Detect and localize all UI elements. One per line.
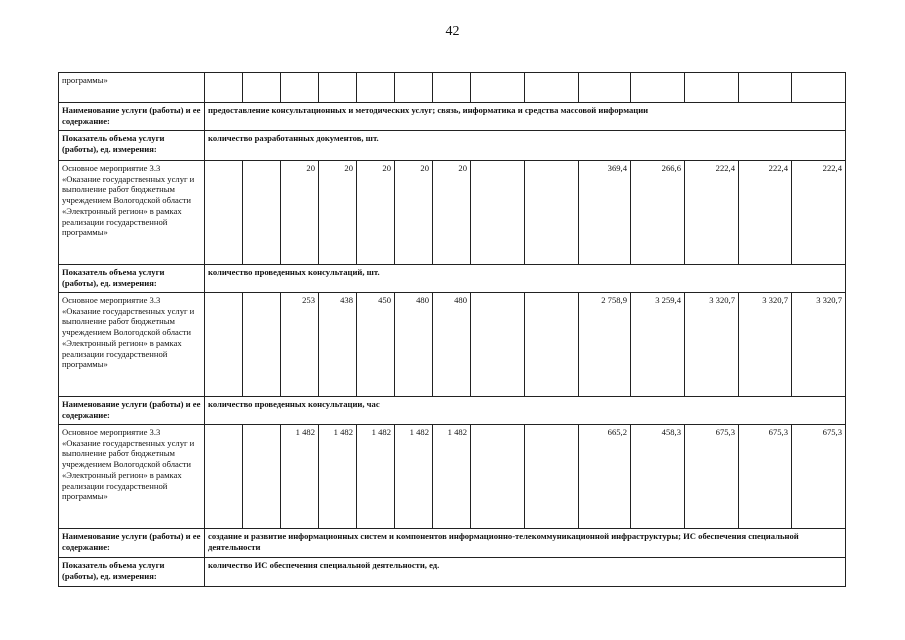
finance-value: 665,2 xyxy=(579,425,631,529)
service-name-row xyxy=(59,103,846,131)
finance-value: 222,4 xyxy=(739,161,792,265)
volume-value: 480 xyxy=(433,293,471,397)
continuation-row xyxy=(59,73,846,103)
volume-value: 1 482 xyxy=(433,425,471,529)
volume-value: 20 xyxy=(281,161,319,265)
service-name-text: создание и развитие информационных систем и компонентов информационно-телекоммуникационной инфраструктуры; ИС обеспечения специальной деятельности xyxy=(205,529,846,558)
finance-value: 2 758,9 xyxy=(579,293,631,397)
indicator-row xyxy=(59,558,846,587)
page-number: 42 xyxy=(445,24,460,39)
indicator-label: Показатель объема услуги (работы), ед. измерения: xyxy=(59,265,205,293)
finance-value: 458,3 xyxy=(631,425,685,529)
finance-value: 266,6 xyxy=(631,161,685,265)
service-name-label: Наименование услуги (работы) и ее содержание: xyxy=(59,529,205,558)
service-name-text: количество проведенных консультации, час xyxy=(205,397,846,425)
service-name-text: предоставление консультационных и методических услуг; связь, информатика и средства массовой информации xyxy=(205,103,846,131)
finance-value: 369,4 xyxy=(579,161,631,265)
volume-value: 20 xyxy=(433,161,471,265)
service-name-row xyxy=(59,529,846,558)
measure-name: Основное мероприятие 3.3 «Оказание государственных услуг и выполнение работ бюджетным учреждением Вологодской области «Электронный регион» в рамках реализации государственной программы» xyxy=(59,293,205,397)
volume-value: 1 482 xyxy=(395,425,433,529)
measure-name: Основное мероприятие 3.3 «Оказание государственных услуг и выполнение работ бюджетным учреждением Вологодской области «Электронный регион» в рамках реализации государственной программы» xyxy=(59,425,205,529)
data-row xyxy=(59,425,846,529)
finance-value: 3 320,7 xyxy=(685,293,739,397)
volume-value: 253 xyxy=(281,293,319,397)
continuation-text: программы» xyxy=(59,73,205,103)
finance-value: 222,4 xyxy=(685,161,739,265)
finance-value: 675,3 xyxy=(792,425,846,529)
service-name-label: Наименование услуги (работы) и ее содержание: xyxy=(59,397,205,425)
indicator-row xyxy=(59,265,846,293)
indicator-text: количество разработанных документов, шт. xyxy=(205,131,846,161)
service-name-row xyxy=(59,397,846,425)
finance-value: 222,4 xyxy=(792,161,846,265)
volume-value: 20 xyxy=(357,161,395,265)
indicator-label: Показатель объема услуги (работы), ед. измерения: xyxy=(59,558,205,587)
volume-value: 20 xyxy=(395,161,433,265)
finance-value: 3 320,7 xyxy=(792,293,846,397)
indicator-row xyxy=(59,131,846,161)
finance-value: 675,3 xyxy=(685,425,739,529)
volume-value: 1 482 xyxy=(281,425,319,529)
data-row xyxy=(59,293,846,397)
indicator-label: Показатель объема услуги (работы), ед. измерения: xyxy=(59,131,205,161)
indicator-text: количество ИС обеспечения специальной деятельности, ед. xyxy=(205,558,846,587)
volume-value: 20 xyxy=(319,161,357,265)
data-row xyxy=(59,161,846,265)
state-program-table xyxy=(58,72,846,587)
volume-value: 480 xyxy=(395,293,433,397)
indicator-text: количество проведенных консультаций, шт. xyxy=(205,265,846,293)
finance-value: 675,3 xyxy=(739,425,792,529)
volume-value: 1 482 xyxy=(319,425,357,529)
service-name-label: Наименование услуги (работы) и ее содержание: xyxy=(59,103,205,131)
volume-value: 450 xyxy=(357,293,395,397)
finance-value: 3 320,7 xyxy=(739,293,792,397)
volume-value: 1 482 xyxy=(357,425,395,529)
volume-value: 438 xyxy=(319,293,357,397)
measure-name: Основное мероприятие 3.3 «Оказание государственных услуг и выполнение работ бюджетным учреждением Вологодской области «Электронный регион» в рамках реализации государственной программы» xyxy=(59,161,205,265)
finance-value: 3 259,4 xyxy=(631,293,685,397)
